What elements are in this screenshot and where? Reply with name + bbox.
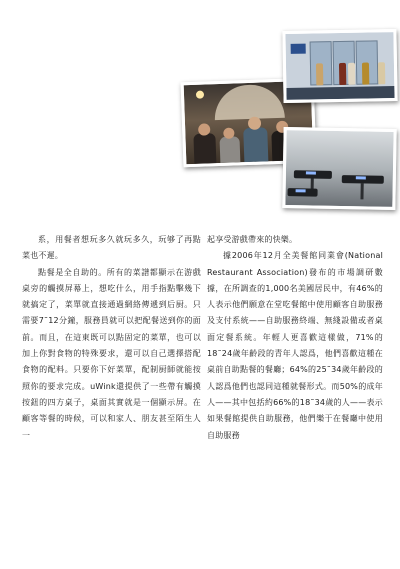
- paragraph-continuation: 起享受游戲帶來的快樂。: [207, 235, 298, 244]
- menu-screen-photo: [282, 29, 397, 103]
- paragraph-continuation: 系，用餐者想玩多久就玩多久，玩够了再點菜也不遲。: [22, 235, 201, 261]
- article-right-column: [207, 232, 383, 444]
- article-left-column: [22, 232, 201, 444]
- uwink-logo: [291, 44, 306, 54]
- paragraph-survey: 據2006年12月全美餐館同業會(National Restaurant Association)發布的市場調研數據，在所調查的1,000名美國居民中，有46%的人表示他們願意在堂吃餐館中使用顧客自助服務及支付系統——自助服務終端、無綫設備或者桌面定餐系統。年輕人更喜歡這樣做，71%的18˜24歲年齡段的青年人認爲，他們喜歡這種在桌前自助點餐的餐廳；64%的25˜34歲年齡段的人認爲他們也認同這種就餐形式。而50%的成年人——其中包括約66%的18˜34歲的人——表示如果餐館提供自助服務，他們樂于在餐廳中使用自助服務: [207, 251, 383, 440]
- paragraph-ordering: 點餐是全自助的。所有的菜譜都顯示在游戲桌旁的觸摸屏幕上，想吃什么，用手指點擊幾下就搞定了，菜單就直接通過網絡傳遞到后厨。只需要7˜12分鐘，服務員就可以把配餐送到你的面前。而且，在這東既可以點固定的菜單，也可以加上你對食物的特殊要求，還可以自己選擇搭配食物的配料。只要你下好菜單，配制厨師就能按照你的要求完成。uWink還提供了一些帶有觸摸按鈕的四方桌子，桌面其實就是一個顯示屏。在顧客等餐的時候，可以和家人、朋友甚至陌生人一: [22, 267, 201, 440]
- touch-tables-photo: [282, 127, 396, 210]
